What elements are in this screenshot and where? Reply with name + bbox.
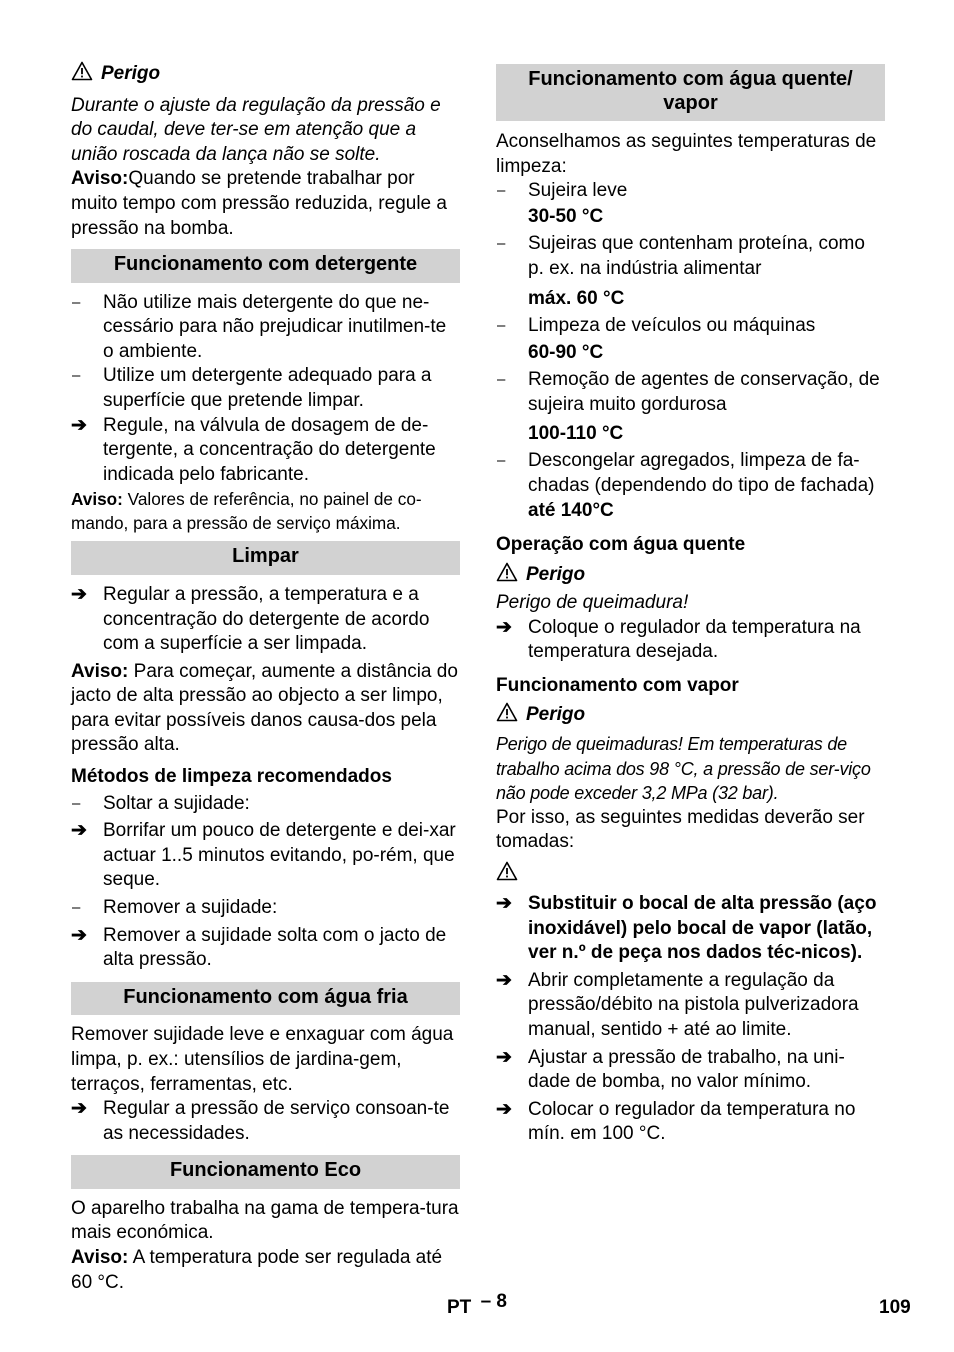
arrow-right-icon: ➔ (496, 969, 512, 991)
warning-triangle-icon (71, 61, 93, 81)
dash-bullet: – (497, 235, 506, 253)
page-number: 109 (879, 1297, 911, 1318)
arrow-right-icon: ➔ (496, 1046, 512, 1068)
danger-heading (496, 562, 885, 588)
temperature-value: 100-110 °C (528, 422, 624, 444)
temperatures-intro: Aconselhamos as seguintes temperaturas de limpeza: (496, 131, 877, 177)
arrow-right-icon: ➔ (496, 616, 512, 638)
list-item-text: Regular a pressão de serviço consoan-te as necessidades. (103, 1098, 450, 1144)
list-item-text: Ajustar a pressão de trabalho, na uni-dade de bomba, no valor mínimo. (528, 1046, 845, 1093)
arrow-right-icon: ➔ (71, 583, 87, 605)
section-heading-eco: Funcionamento Eco (71, 1155, 460, 1189)
list-item-text: Descongelar agregados, limpeza de fa-chadas (dependendo do tipo de fachada) (528, 450, 875, 496)
list-item-text: Utilize um detergente adequado para a superfície que pretende limpar. (103, 365, 432, 412)
left-column (71, 58, 460, 1295)
list-item-text: Colocar o regulador da temperatura no mín. em 100 °C. (528, 1098, 856, 1145)
right-column (496, 64, 885, 1147)
note-label: Aviso: (71, 660, 129, 682)
dash-bullet: – (497, 452, 506, 470)
arrow-right-icon: ➔ (71, 924, 87, 946)
dash-bullet: – (497, 371, 506, 389)
arrow-right-icon: ➔ (496, 1098, 512, 1120)
list-item (71, 414, 460, 488)
list-item-text: Coloque o regulador da temperatura na temperatura desejada. (528, 616, 861, 663)
footer-language (447, 1291, 507, 1319)
temperature-value: 30-50 °C (528, 205, 604, 227)
warning-triangle-icon (496, 702, 518, 722)
danger-heading (496, 702, 885, 728)
note-text: Para começar, aumente a distância do jacto de alta pressão ao objecto a ser limpo, para evitar possíveis danos causa-dos pela pressão alta. (71, 660, 458, 756)
arrow-right-icon: ➔ (71, 1098, 87, 1120)
section-heading-hot-water-steam: Funcionamento com água quente/ vapor (496, 64, 885, 121)
subheading-hot-water-operation: Operação com água quente (496, 533, 746, 555)
note-label: Aviso: (71, 168, 129, 190)
list-item-text: Abrir completamente a regulação da pressão/débito na pistola pulverizadora manual, sentido + até ao limite. (528, 969, 859, 1040)
list-item-text: Substituir o bocal de alta pressão (aço inoxidável) pelo bocal de vapor (latão, ver n.º de peça nos dados téc-nicos). (528, 893, 877, 964)
danger-label: Perigo (526, 563, 586, 585)
eco-text: O aparelho trabalha na gama de tempera-tura mais económica. (71, 1197, 459, 1244)
danger-label: Perigo (101, 63, 161, 84)
list-item (71, 1097, 460, 1146)
arrow-right-icon: ➔ (71, 414, 87, 436)
list-item (496, 616, 885, 665)
danger-text: Durante o ajuste da regulação da pressão e do caudal, deve ter-se em atenção que a união roscada da lança não se solte. (71, 94, 441, 165)
list-item-text: Não utilize mais detergente do que ne-cessário para não prejudicar inutilmen-te o ambiente. (103, 291, 447, 362)
note-paragraph (71, 167, 460, 241)
dash-bullet: – (72, 293, 81, 311)
list-item (71, 792, 460, 817)
list-item-text: Sujeiras que contenham proteína, como p. ex. na indústria alimentar (528, 233, 865, 279)
note-paragraph (71, 487, 460, 535)
dash-bullet: – (72, 794, 81, 812)
list-item-text: Soltar a sujidade: (103, 792, 250, 814)
list-item (496, 449, 885, 498)
danger-text: Perigo de queimaduras! Em temperaturas de trabalho acima dos 98 °C, a pressão de ser-viço não pode exceder 3,2 MPa (32 bar). (496, 734, 871, 804)
note-paragraph (71, 1246, 460, 1295)
list-item-text: Borrifar um pouco de detergente e dei-xar actuar 1..5 minutos evitando, po-rém, que seque. (103, 820, 456, 891)
list-item-text: Remover a sujidade solta com o jacto de alta pressão. (103, 924, 447, 971)
note-paragraph (71, 660, 460, 758)
temperature-value: 60-90 °C (528, 341, 604, 363)
list-item-text: Remover a sujidade: (103, 897, 278, 919)
warning-standalone (496, 861, 885, 885)
temperature-value: até 140°C (528, 500, 614, 522)
danger-text: Perigo de queimadura! (496, 592, 689, 614)
list-item (71, 583, 460, 657)
section-heading-detergent: Funcionamento com detergente (71, 249, 460, 283)
list-item (71, 364, 460, 413)
list-item (496, 232, 885, 281)
warning-triangle-icon (496, 861, 518, 881)
subheading-steam-operation: Funcionamento com vapor (496, 674, 739, 696)
arrow-right-icon: ➔ (71, 820, 87, 842)
warning-triangle-icon (496, 562, 518, 582)
subheading-methods: Métodos de limpeza recomendados (71, 766, 392, 788)
temperature-value: máx. 60 °C (528, 287, 625, 309)
dash-bullet: – (72, 899, 81, 917)
note-text: Valores de referência, no painel de co-mando, para a pressão de serviço máxima. (71, 489, 422, 534)
dash-bullet: – (497, 182, 506, 200)
list-item-text: Regule, na válvula de dosagem de de-tergente, a concentração do detergente indicada pelo fabricante. (103, 414, 436, 485)
list-item (71, 924, 460, 973)
section-heading-cold-water: Funcionamento com água fria (71, 982, 460, 1016)
list-item-text: Regular a pressão, a temperatura e a concentração do detergente de acordo com a superfície a ser limpada. (103, 583, 430, 655)
language-code: PT (447, 1297, 472, 1318)
list-item-text: Remoção de agentes de conservação, de sujeira muito gordurosa (528, 369, 880, 415)
danger-label: Perigo (526, 704, 586, 726)
note-text: A temperatura pode ser regulada até 60 °C. (71, 1246, 443, 1293)
list-item (496, 1098, 885, 1147)
list-item (496, 314, 885, 339)
list-item (71, 896, 460, 921)
list-item (496, 368, 885, 417)
list-item (496, 969, 885, 1043)
list-item-text: Sujeira leve (528, 180, 628, 202)
dash-bullet: – (72, 367, 81, 385)
list-item (496, 892, 885, 966)
cold-water-text: Remover sujidade leve e enxaguar com água limpa, p. ex.: utensílios de jardina-gem, terraços, ferramentas, etc. (71, 1024, 454, 1095)
steam-measures-text: Por isso, as seguintes medidas deverão ser tomadas: (496, 806, 865, 853)
note-label: Aviso: (71, 489, 123, 510)
dash-bullet: – (497, 317, 506, 335)
note-label: Aviso: (71, 1246, 129, 1268)
danger-heading (71, 61, 460, 87)
list-item (71, 819, 460, 893)
local-page-number: – 8 (480, 1291, 507, 1312)
list-item (71, 291, 460, 365)
list-item (496, 1046, 885, 1095)
arrow-right-icon: ➔ (496, 893, 512, 915)
section-heading-clean: Limpar (71, 541, 460, 575)
note-text: Quando se pretende trabalhar por muito tempo com pressão reduzida, regule a pressão na bomba. (71, 168, 447, 239)
list-item (496, 179, 885, 204)
list-item-text: Limpeza de veículos ou máquinas (528, 315, 816, 337)
